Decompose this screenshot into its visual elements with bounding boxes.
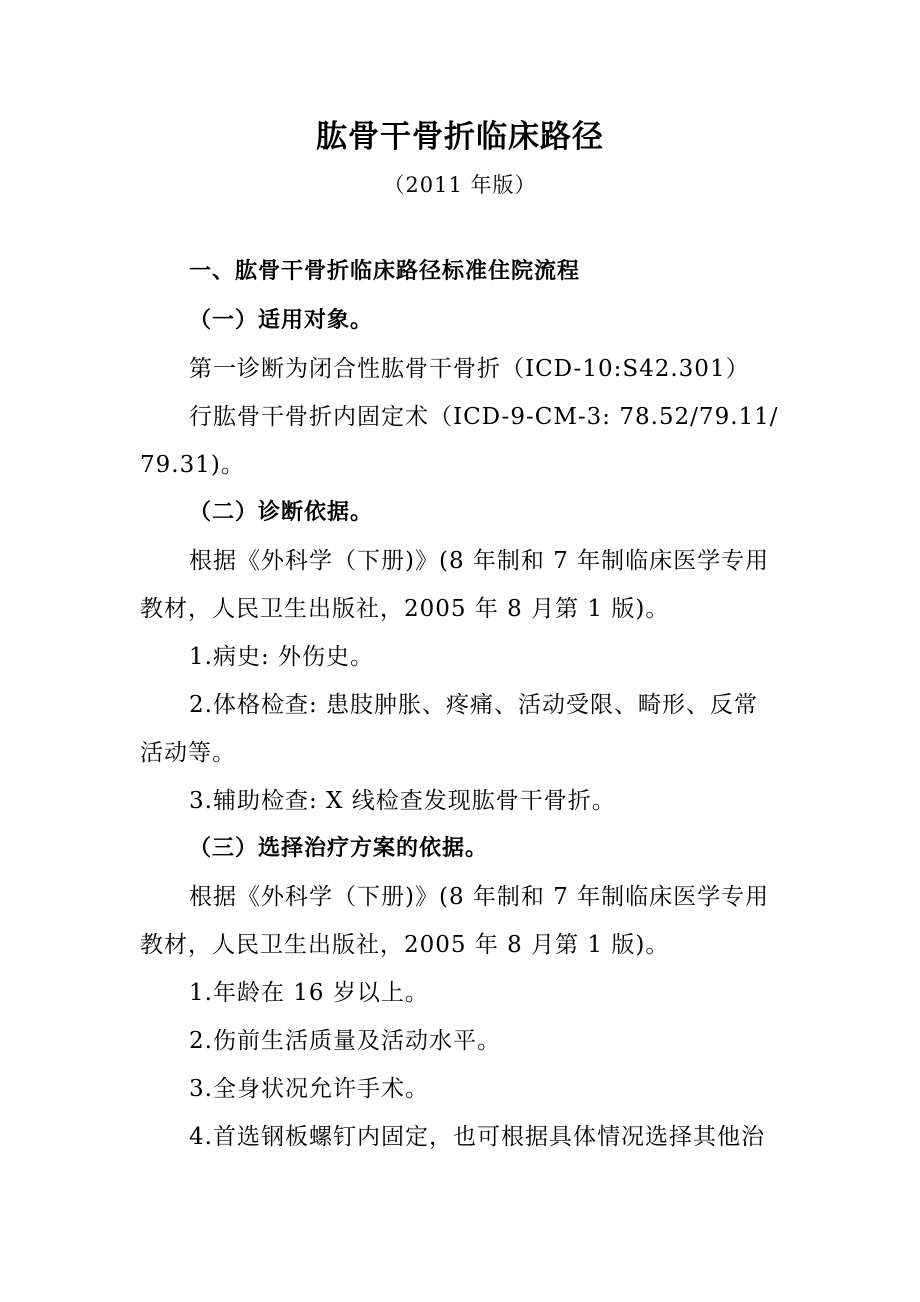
document-title: 肱骨干骨折临床路径: [316, 119, 604, 155]
subsection-1-line-2a: 行肱骨干骨折内固定术（ICD-9-CM-3: 78.52/79.11/: [189, 404, 779, 430]
subsection-1-line-1: 第一诊断为闭合性肱骨干骨折（ICD-10:S42.301）: [189, 356, 750, 382]
subsection-3-heading: （三）选择治疗方案的依据。: [189, 836, 489, 861]
subsection-1-heading: （一）适用对象。: [189, 308, 374, 333]
subsection-3-item-1: 1.年龄在 16 岁以上。: [189, 980, 429, 1006]
subsection-2-item-2a: 2.体格检查: 患肢肿胀、疼痛、活动受限、畸形、反常: [189, 692, 759, 718]
subsection-3-basis-b: 教材，人民卫生出版社，2005 年 8 月第 1 版)。: [140, 932, 670, 958]
subsection-3-item-2: 2.伤前生活质量及活动水平。: [189, 1028, 501, 1054]
subsection-3-item-4: 4.首选钢板螺钉内固定，也可根据具体情况选择其他治: [189, 1124, 765, 1150]
subsection-2-item-1: 1.病史: 外伤史。: [189, 644, 375, 670]
subsection-2-item-3: 3.辅助检查: X 线检查发现肱骨干骨折。: [189, 788, 616, 814]
section-1-heading: 一、肱骨干骨折临床路径标准住院流程: [189, 259, 581, 284]
subsection-2-heading: （二）诊断依据。: [189, 500, 374, 525]
subsection-1-line-2b: 79.31)。: [140, 452, 245, 478]
subsection-2-basis-b: 教材，人民卫生出版社，2005 年 8 月第 1 版)。: [140, 596, 670, 622]
subsection-2-basis-a: 根据《外科学（下册)》(8 年制和 7 年制临床医学专用: [189, 548, 770, 574]
document-subtitle: （2011 年版）: [383, 173, 537, 197]
subsection-2-item-2b: 活动等。: [140, 740, 236, 766]
subsection-3-item-3: 3.全身状况允许手术。: [189, 1076, 429, 1102]
subsection-3-basis-a: 根据《外科学（下册)》(8 年制和 7 年制临床医学专用: [189, 884, 770, 910]
